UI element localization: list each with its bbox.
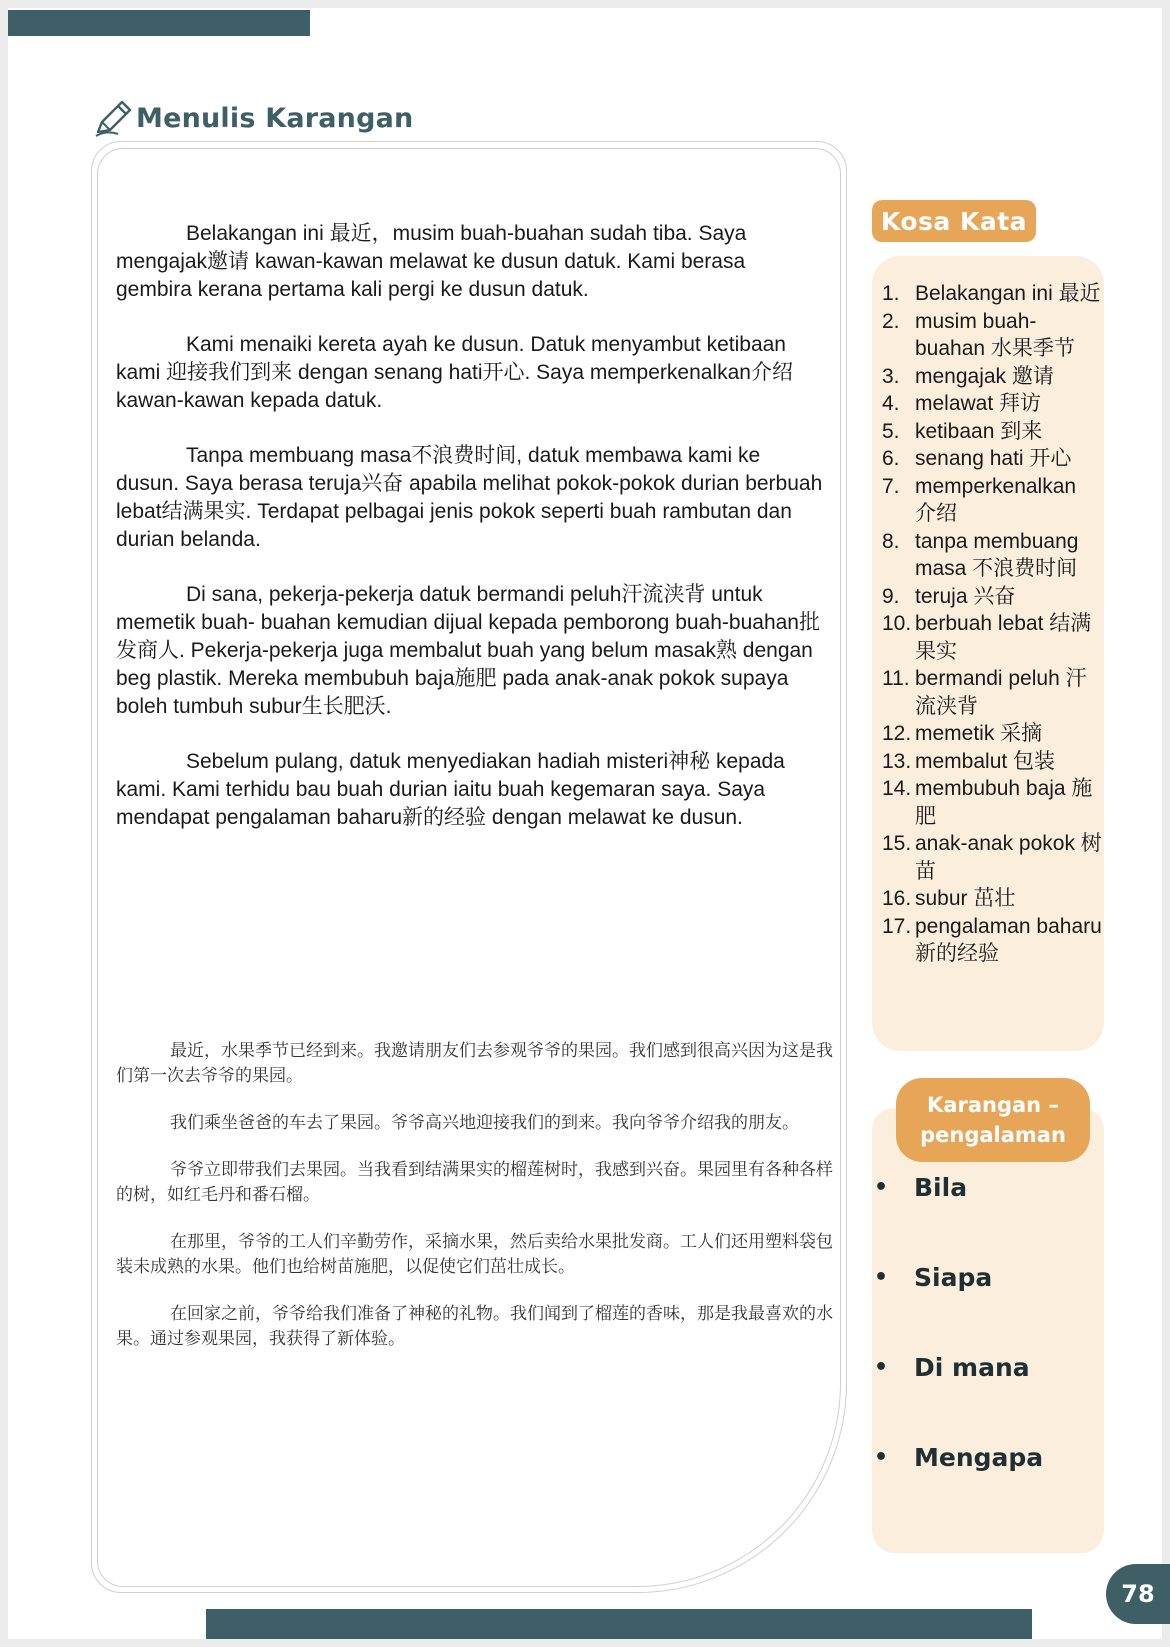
karangan-questions <box>874 1171 1114 1531</box>
list-item: 12. memetik 采摘 <box>882 722 1043 745</box>
section-heading <box>92 96 413 140</box>
list-item: 6. senang hati 开心 <box>882 447 1072 470</box>
list-item: 16. subur 茁壮 <box>882 887 1016 910</box>
list-item: 15. anak-anak pokok 树苗 <box>882 832 1102 883</box>
bullet-icon: • <box>874 1175 889 1200</box>
list-item: • Di mana <box>874 1351 1114 1441</box>
list-item: 9. teruja 兴奋 <box>882 584 1016 608</box>
list-item: 1. Belakangan ini 最近 <box>882 282 1101 305</box>
list-item: 8. tanpa membuang masa 不浪费时间 <box>882 529 1079 580</box>
malay-paragraph: Tanpa membuang masa不浪费时间, datuk membawa kami ke dusun. Saya berasa teruja兴奋 apabila melihat pokok-pokok durian berbuah lebat结满果实. Terdapat pelbagai jenis pokok seperti buah rambutan dan durian belanda. <box>116 444 823 551</box>
pencil-icon <box>92 96 136 140</box>
chinese-paragraph: 我们乘坐爸爸的车去了果园。爷爷高兴地迎接我们的到来。我向爷爷介绍我的朋友。 <box>170 1113 799 1133</box>
bullet-icon: • <box>874 1445 889 1470</box>
essay-malay <box>116 220 826 859</box>
list-item: 13. membalut 包装 <box>882 749 1056 773</box>
malay-paragraph: Sebelum pulang, datuk menyediakan hadiah misteri神秘 kepada kami. Kami terhidu bau buah durian iaitu buah kegemaran saya. Saya mendapat pengalaman baharu新的经验 dengan melawat ke dusun. <box>116 750 785 829</box>
list-item: 17. pengalaman baharu 新的经验 <box>882 914 1102 965</box>
list-item: • Siapa <box>874 1261 1114 1351</box>
list-item: • Bila <box>874 1171 1114 1261</box>
karangan-title: Karangan – pengalaman <box>896 1078 1090 1162</box>
bullet-icon: • <box>874 1355 889 1380</box>
chinese-paragraph: 爷爷立即带我们去果园。当我看到结满果实的榴莲树时，我感到兴奋。果园里有各种各样的树，如红毛丹和番石榴。 <box>116 1160 833 1205</box>
malay-paragraph: Kami menaiki kereta ayah ke dusun. Datuk menyambut ketibaan kami 迎接我们到来 dengan senang hati开心. Saya memperkenalkan介绍 kawan-kawan kepada datuk. <box>116 333 793 412</box>
list-item: 14. membubuh baja 施肥 <box>882 777 1093 828</box>
list-item: 3. mengajak 邀请 <box>882 364 1054 388</box>
malay-paragraph: Belakangan ini 最近，musim buah-buahan sudah tiba. Saya mengajak邀请 kawan-kawan melawat ke dusun datuk. Kami berasa gembira kerana pertama kali pergi ke dusun datuk. <box>116 222 747 301</box>
page-title: Menulis Karangan <box>136 102 414 134</box>
chinese-paragraph: 最近，水果季节已经到来。我邀请朋友们去参观爷爷的果园。我们感到很高兴因为这是我们第一次去爷爷的果园。 <box>116 1041 833 1086</box>
list-item: 11. bermandi peluh 汗流浃背 <box>882 667 1087 718</box>
top-decor-bar <box>8 10 310 36</box>
list-item: 7. memperkenalkan 介绍 <box>882 474 1077 525</box>
kosa-kata-list <box>882 280 1102 968</box>
list-item: 4. melawat 拜访 <box>882 392 1042 415</box>
malay-paragraph: Di sana, pekerja-pekerja datuk bermandi peluh汗流浃背 untuk memetik buah- buahan kemudian dijual kepada pemborong buah-buahan批发商人. Pekerja-pekerja juga membalut buah yang belum masak熟 dengan beg plastik. Mereka membubuh baja施肥 pada anak-anak pokok supaya boleh tumbuh subur生长肥沃. <box>116 583 820 718</box>
list-item: • Mengapa <box>874 1441 1114 1531</box>
list-item: 10. berbuah lebat 结满果实 <box>882 612 1092 663</box>
essay-chinese <box>116 1039 836 1374</box>
chinese-paragraph: 在那里，爷爷的工人们辛勤劳作，采摘水果，然后卖给水果批发商。工人们还用塑料袋包装未成熟的水果。他们也给树苗施肥，以促使它们茁壮成长。 <box>116 1232 833 1277</box>
kosa-kata-title: Kosa Kata <box>872 200 1036 242</box>
chinese-paragraph: 在回家之前，爷爷给我们准备了神秘的礼物。我们闻到了榴莲的香味，那是我最喜欢的水果。通过参观果园，我获得了新体验。 <box>116 1304 833 1349</box>
bullet-icon: • <box>874 1265 889 1290</box>
page <box>8 8 1162 1639</box>
list-item: 5. ketibaan 到来 <box>882 419 1043 443</box>
list-item: 2. musim buah-buahan 水果季节 <box>882 309 1075 360</box>
bottom-decor-bar <box>206 1609 1032 1639</box>
page-number: 78 <box>1106 1564 1170 1624</box>
